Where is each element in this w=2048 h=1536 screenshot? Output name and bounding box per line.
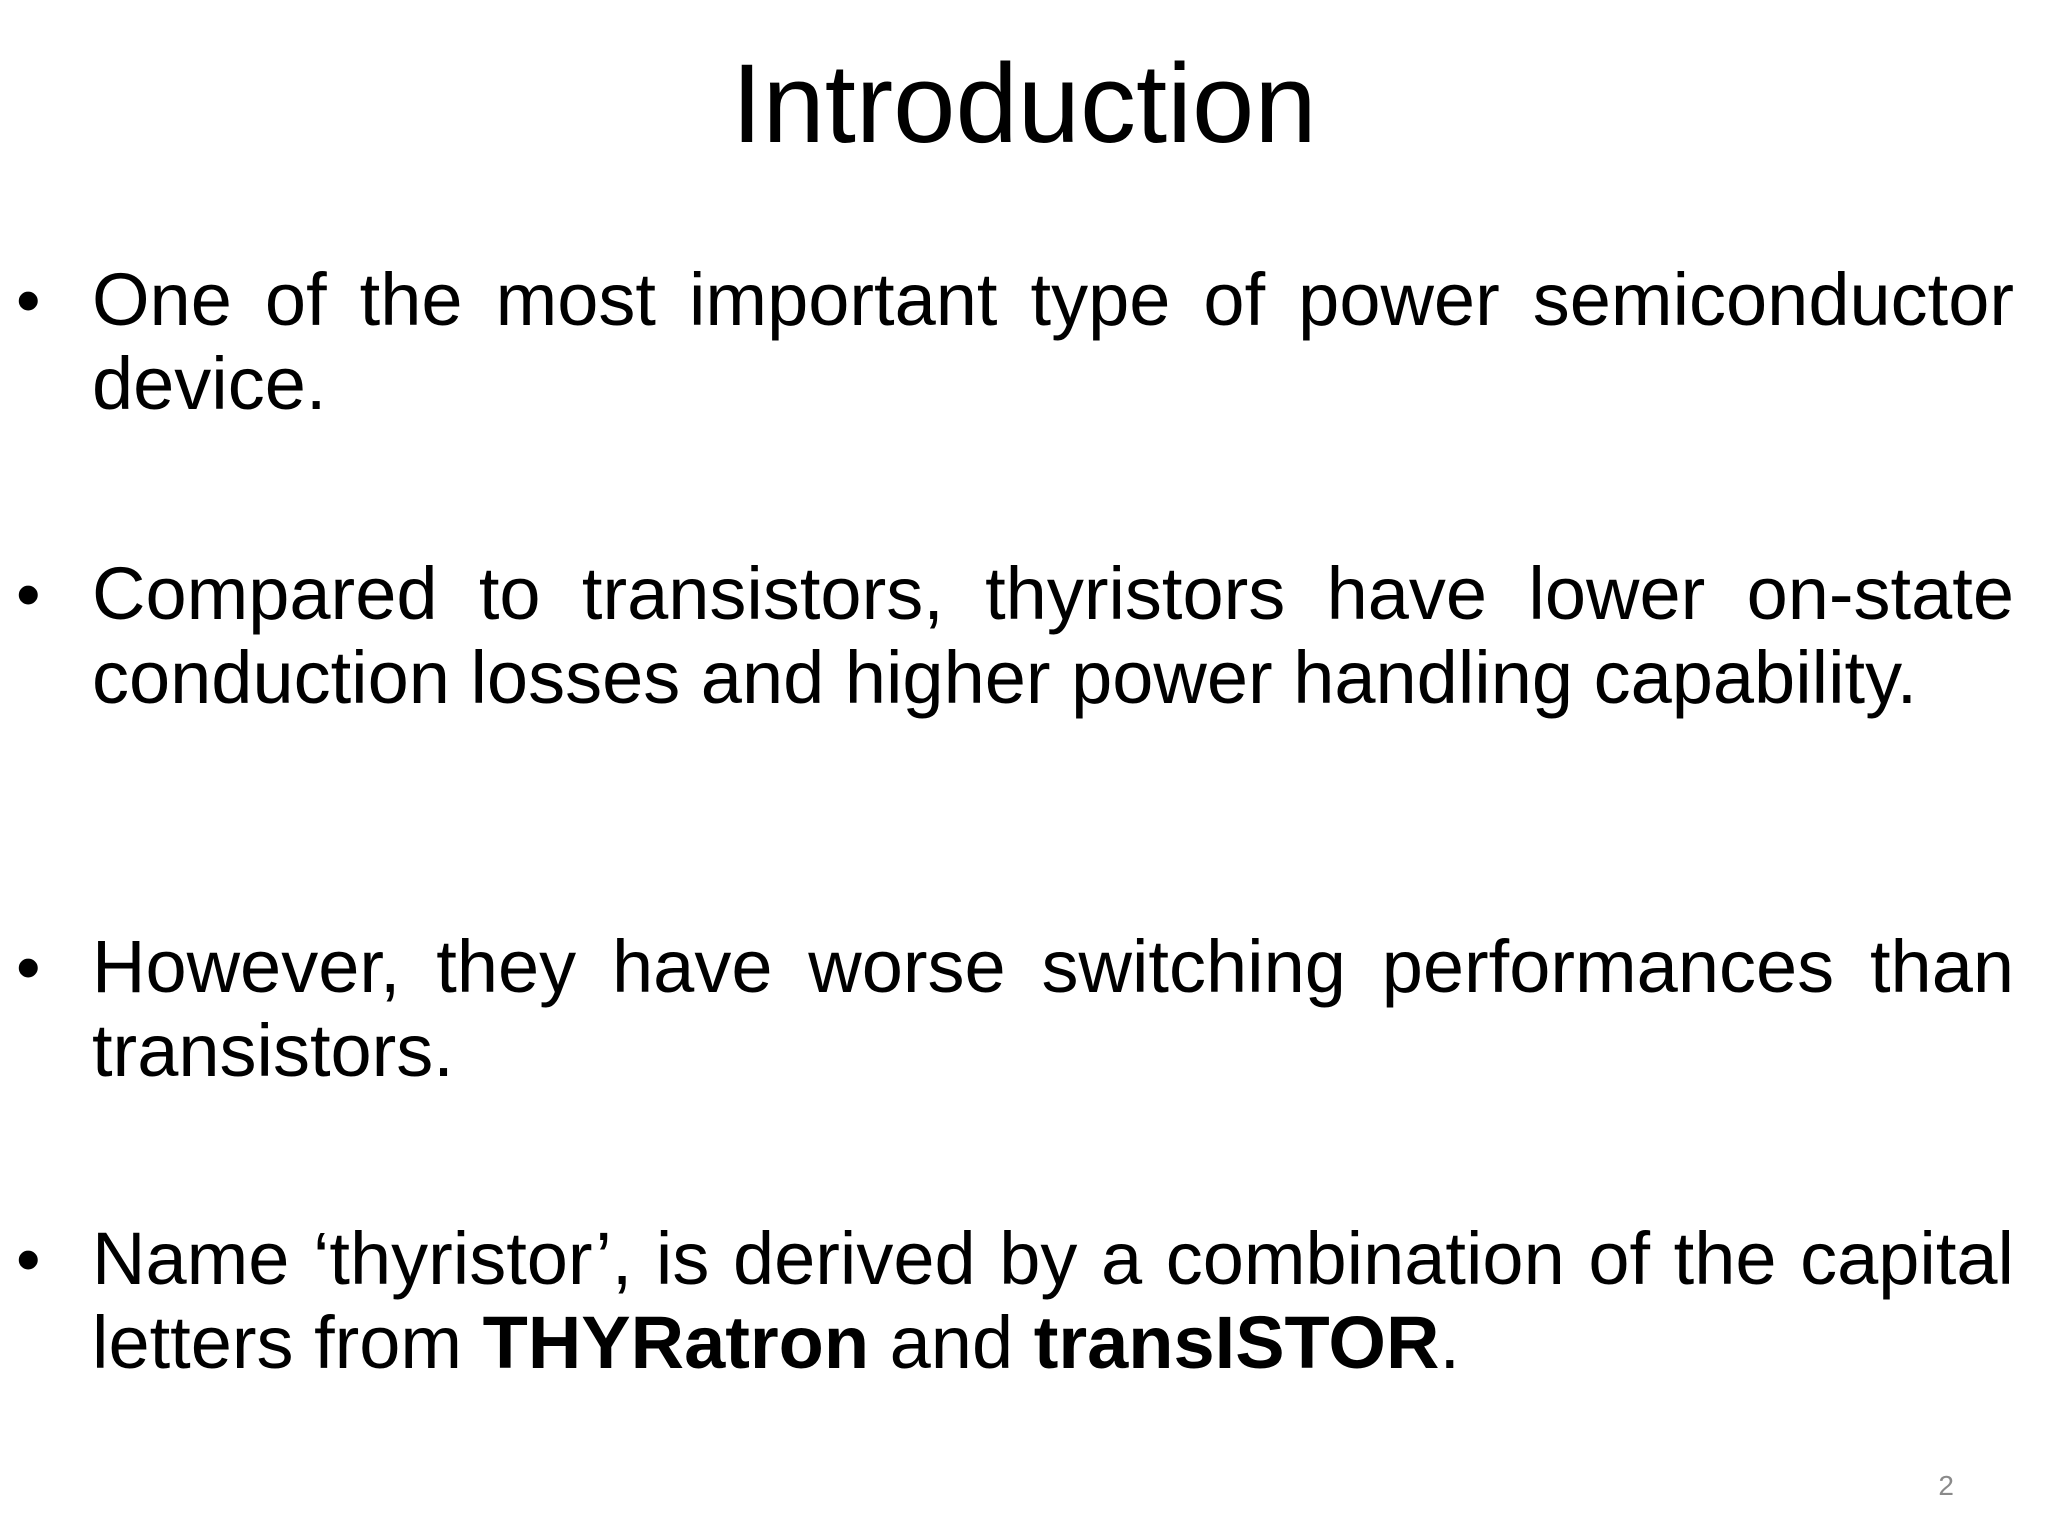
bullet-text-2: Compared to transistors, thyristors have lower on-state conduction losses and higher power handling capability. [92, 552, 2014, 719]
bullet-text-3: However, they have worse switching performances than transistors. [92, 925, 2014, 1092]
slide-title: Introduction [731, 41, 1317, 166]
bullet-text-4-middle: and [869, 1301, 1034, 1384]
bullet-text-4-end: . [1439, 1301, 1460, 1384]
page-number: 2 [1938, 1470, 1954, 1501]
bullet-text-1: One of the most important type of power semiconductor device. [92, 258, 2014, 425]
bullet-marker: • [16, 1220, 41, 1298]
bullet-marker: • [16, 261, 41, 339]
transistor-bold-term: transISTOR [1033, 1301, 1440, 1384]
thyratron-bold-term: THYRatron [482, 1301, 870, 1384]
bullet-text-4-start: Name ‘thyristor’, is derived by a combination of the capital letters from [92, 1217, 2014, 1384]
bullet-text-4 [92, 1217, 2014, 1385]
bullet-marker: • [16, 928, 41, 1006]
bullet-marker: • [16, 555, 41, 633]
